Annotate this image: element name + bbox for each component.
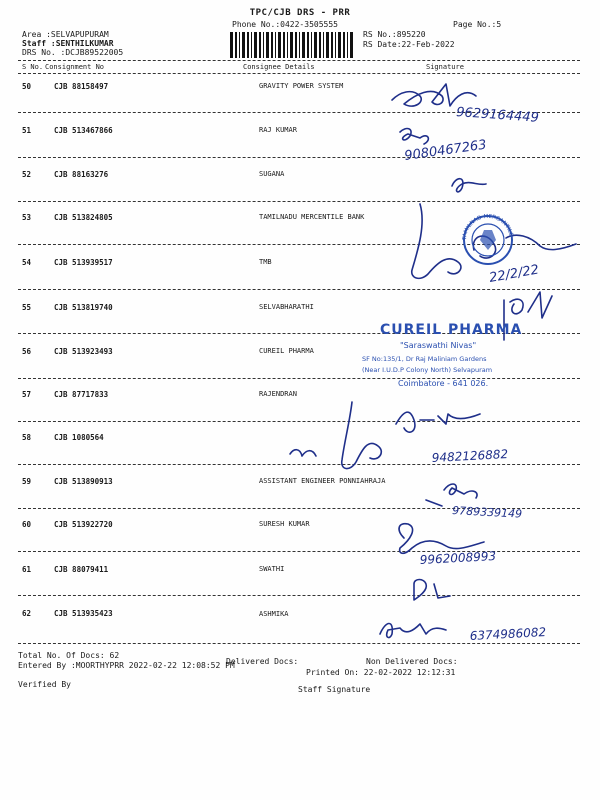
col-header-sno: S No. [22,63,44,71]
signature-scribble [452,179,486,192]
row-sno: 52 [22,170,32,179]
stamp-address: SF No:135/1, Dr Raj Maliniam Gardens [362,355,487,363]
row-consignment: CJB 88163276 [54,170,109,179]
row-consignment: CJB 87717833 [54,390,109,399]
phone-number: Phone No.:0422-3505555 [232,20,338,29]
col-header-consignee: Consignee Details [243,63,315,71]
verified-by: Verified By [18,680,71,689]
row-consignment: CJB 513819740 [54,303,113,312]
row-consignment: CJB 513922720 [54,520,113,529]
signature-scribble [399,524,484,554]
row-consignee: ASSISTANT ENGINEER PONNIAHRAJA [259,477,386,485]
row-sno: 62 [22,609,32,618]
handwritten-phone: 9962008993 [419,549,497,567]
stamp-company-name: CUREIL PHARMA [380,322,523,338]
signature-scribble [412,204,461,278]
row-consignee: SUGANA [259,170,285,178]
row-consignment: CJB 513935423 [54,609,113,618]
row-consignee: SWATHI [259,565,285,573]
bank-seal-stamp [462,214,514,264]
row-consignee: RAJENDRAN [259,390,297,398]
signature-scribble [380,624,446,638]
col-header-consignment: Consignment No [45,63,105,71]
row-consignee: TAMILNADU MERCENTILE BANK [259,213,365,221]
signature-scribble [392,84,476,106]
stamp-subtitle: "Saraswathi Nivas" [400,341,477,350]
row-consignee: GRAVITY POWER SYSTEM [259,82,344,90]
company-stamp [362,322,522,388]
row-sno: 59 [22,477,32,486]
row-consignment: CJB 513824805 [54,213,113,222]
row-sno: 60 [22,520,32,529]
non-delivered-docs: Non Delivered Docs: [366,657,458,666]
page-number: Page No.:5 [453,20,502,29]
signature-scribble [414,580,450,601]
delivered-docs: Delivered Docs: [226,657,299,666]
row-sno: 54 [22,258,32,267]
row-consignment: CJB 513890913 [54,477,113,486]
stamp-city: Coimbatore - 641 026. [398,379,489,388]
total-docs: Total No. Of Docs: 62 [18,651,120,660]
handwritten-phone: 9789339149 [451,504,523,521]
col-header-signature: Signature [426,63,464,71]
rs-date: RS Date:22-Feb-2022 [363,40,455,49]
drs-number: DRS No. :DCJB89522005 [22,48,124,57]
row-consignee: RAJ KUMAR [259,126,297,134]
row-sno: 50 [22,82,32,91]
staff-signature-label: Staff Signature [298,685,371,694]
handwritten-phone: 9482126882 [431,447,509,465]
row-consignee: SURESH KUMAR [259,520,310,528]
row-consignment: CJB 513467866 [54,126,113,135]
row-sno: 61 [22,565,32,574]
row-sno: 53 [22,213,32,222]
handwritten-date: 22/2/22 [488,262,541,286]
handwritten-phone: 6374986082 [469,625,547,643]
row-consignee: SELVABHARATHI [259,303,314,311]
signature-scribble [290,450,316,456]
row-consignee: TMB [259,258,272,266]
handwritten-phone: 9080467263 [403,137,488,164]
row-sno: 56 [22,347,32,356]
staff-label: Staff :SENTHILKUMAR [22,39,114,48]
document-title: TPC/CJB DRS - PRR [249,8,351,18]
row-sno: 57 [22,390,32,399]
area-label: Area :SELVAPUPURAM [22,30,109,39]
signature-scribble [400,129,428,144]
entered-by: Entered By :MOORTHYPRR 2022-02-22 12:08:52 PM [18,661,235,670]
printed-on: Printed On: 22-02-2022 12:12:31 [306,668,456,677]
row-consignment: CJB 513939517 [54,258,113,267]
handwritten-phone: 9629164449 [455,105,540,126]
svg-text:TAMILNAD MERCANTILE: TAMILNAD MERCANTILE [461,213,514,241]
row-consignee: ASHMIKA [259,610,289,618]
rs-number: RS No.:895220 [363,30,426,39]
row-consignee: CUREIL PHARMA [259,347,314,355]
row-sno: 55 [22,303,32,312]
signature-scribble [426,484,477,506]
row-consignment: CJB 1080564 [54,433,104,442]
row-sno: 51 [22,126,32,135]
row-sno: 58 [22,433,32,442]
stamp-address: (Near I.U.D.P Colony North) Selvapuram [362,366,493,374]
row-consignment: CJB 513923493 [54,347,113,356]
row-consignment: CJB 88079411 [54,565,109,574]
row-consignment: CJB 88158497 [54,82,109,91]
